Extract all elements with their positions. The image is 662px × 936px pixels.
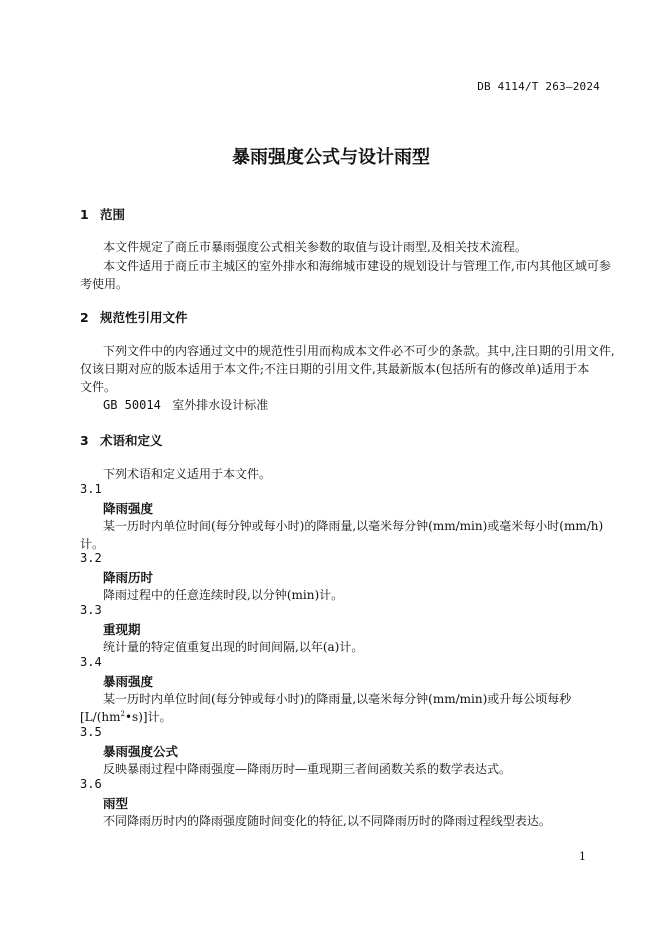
term-name: 暴雨强度 [103,674,154,689]
document-code: DB 4114/T 263—2024 [477,80,600,93]
section-number: 3 [80,433,89,448]
section-1-heading [80,205,125,223]
paragraph-continuation: 文件。 [80,380,117,394]
term-name: 降雨强度 [103,501,154,516]
section-title: 范围 [100,207,126,222]
term-number: 3.1 [80,482,102,496]
term-number: 3.6 [80,777,102,791]
paragraph-continuation: 仅该日期对应的版本适用于本文件;不注日期的引用文件,其最新版本(包括所有的修改单)适用于本 [80,362,590,376]
unit-text: [L/(hm [80,710,121,724]
term-name: 雨型 [103,796,129,811]
section-number: 1 [80,207,89,222]
paragraph: 下列文件中的内容通过文中的规范性引用而构成本文件必不可少的条款。其中,注日期的引用文件, [103,344,615,358]
paragraph: 本文件规定了商丘市暴雨强度公式相关参数的取值与设计雨型,及相关技术流程。 [103,240,527,254]
term-definition-continuation: 计。 [80,537,105,551]
term-name: 暴雨强度公式 [103,744,179,759]
section-3-heading [80,431,163,449]
section-2-heading [80,308,188,326]
page-title: 暴雨强度公式与设计雨型 [232,147,430,168]
term-number: 3.3 [80,603,102,617]
section-title: 规范性引用文件 [100,310,188,325]
paragraph: 下列术语和定义适用于本文件。 [103,467,272,481]
page-number: 1 [579,850,586,863]
unit-text: •s)]计。 [124,710,172,724]
reference-code: GB 50014 [103,398,161,412]
term-name: 降雨历时 [103,570,154,585]
term-definition: 某一历时内单位时间(每分钟或每小时)的降雨量,以毫米每分钟(mm/min)或毫米每小时(mm/h) [103,519,604,533]
reference-title: 室外排水设计标准 [172,398,269,412]
normative-reference [103,396,268,413]
term-number: 3.2 [80,551,102,565]
term-definition-continuation [80,708,172,725]
term-number: 3.4 [80,655,102,669]
term-definition: 反映暴雨过程中降雨强度—降雨历时—重现期三者间函数关系的数学表达式。 [103,762,512,776]
term-definition: 统计量的特定值重复出现的时间间隔,以年(a)计。 [103,640,364,654]
term-number: 3.5 [80,725,102,739]
paragraph: 本文件适用于商丘市主城区的室外排水和海绵城市建设的规划设计与管理工作,市内其他区域可参 [103,259,611,273]
term-definition: 不同降雨历时内的降雨强度随时间变化的特征,以不同降雨历时的降雨过程线型表达。 [103,814,551,828]
term-name: 重现期 [103,622,141,637]
section-number: 2 [80,310,89,325]
superscript: 2 [120,710,125,718]
section-title: 术语和定义 [100,433,163,448]
term-definition: 降雨过程中的任意连续时段,以分钟(min)计。 [103,588,344,602]
paragraph-continuation: 考使用。 [80,277,129,291]
term-definition: 某一历时内单位时间(每分钟或每小时)的降雨量,以毫米每分钟(mm/min)或升每公顷每秒 [103,692,572,706]
